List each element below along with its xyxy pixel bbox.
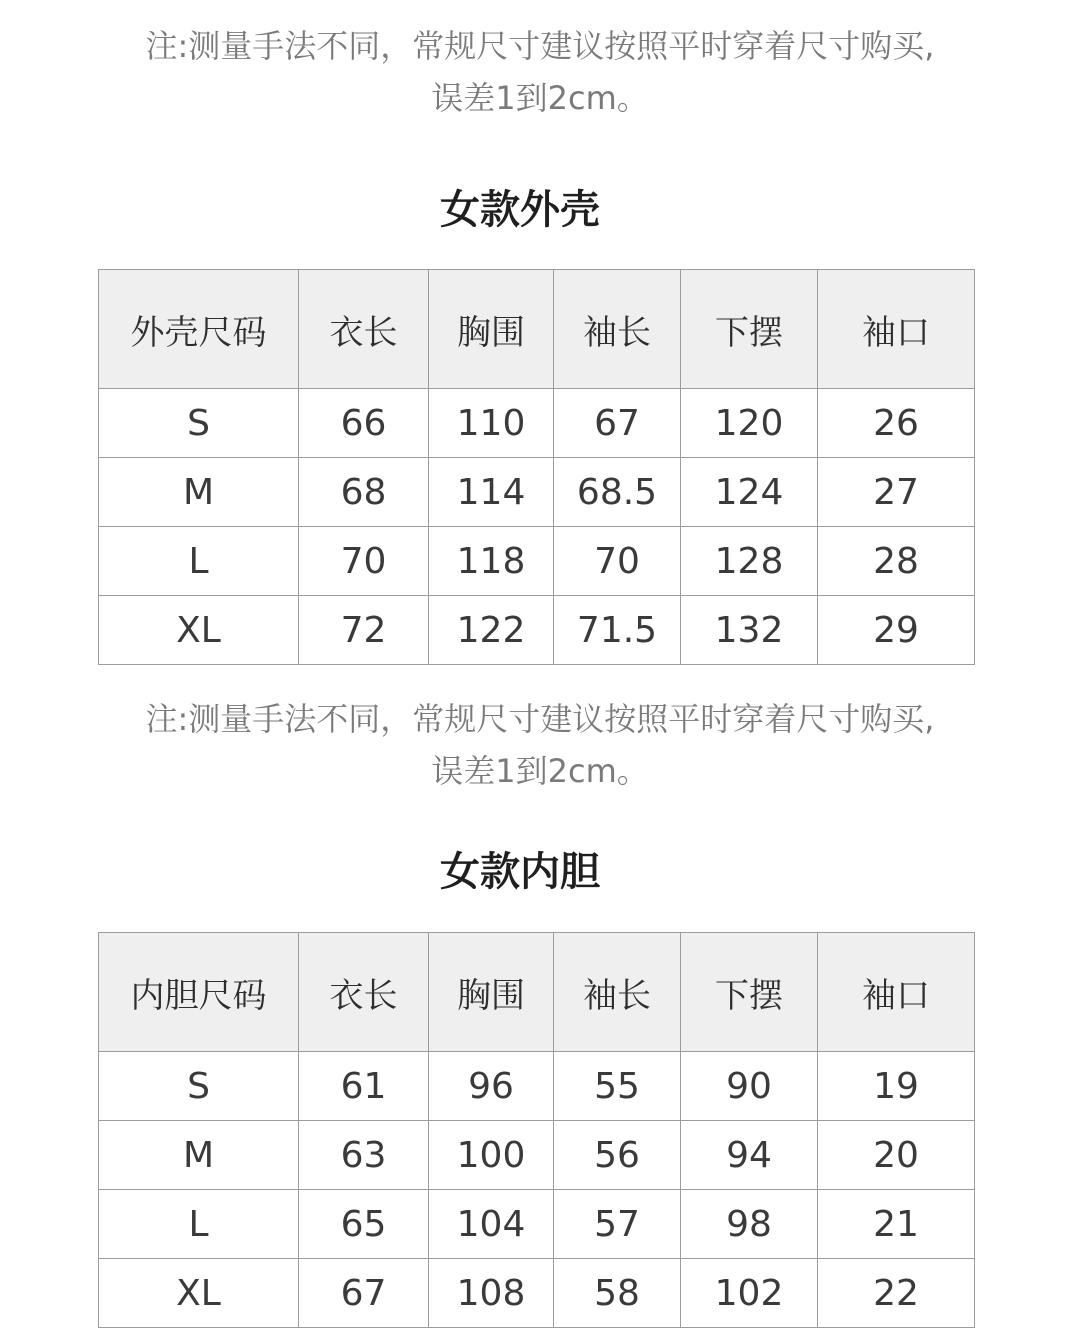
header-chest: 胸围 [429, 933, 554, 1052]
sleeve-cell: 57 [554, 1190, 681, 1259]
length-cell: 63 [299, 1121, 429, 1190]
length-cell: 66 [299, 389, 429, 458]
size-cell: XL [99, 596, 299, 665]
note-line-2: 误差1到2cm。 [431, 752, 649, 790]
liner-size-table [98, 932, 975, 1328]
table-row [99, 389, 975, 458]
cuff-cell: 19 [818, 1052, 975, 1121]
header-sleeve: 袖长 [554, 270, 681, 389]
table-row [99, 1190, 975, 1259]
header-sleeve: 袖长 [554, 933, 681, 1052]
length-cell: 70 [299, 527, 429, 596]
size-cell: S [99, 1052, 299, 1121]
hem-cell: 98 [681, 1190, 818, 1259]
measurement-note-middle [0, 693, 1080, 797]
header-length: 衣长 [299, 933, 429, 1052]
length-cell: 72 [299, 596, 429, 665]
cuff-cell: 22 [818, 1259, 975, 1328]
note-line-1: 注:测量手法不同，常规尺寸建议按照平时穿着尺寸购买, [145, 27, 935, 65]
hem-cell: 124 [681, 458, 818, 527]
header-size: 内胆尺码 [99, 933, 299, 1052]
header-size: 外壳尺码 [99, 270, 299, 389]
table-row [99, 527, 975, 596]
sleeve-cell: 67 [554, 389, 681, 458]
length-cell: 61 [299, 1052, 429, 1121]
chest-cell: 108 [429, 1259, 554, 1328]
size-cell: L [99, 527, 299, 596]
note-line-2: 误差1到2cm。 [431, 79, 649, 117]
length-cell: 67 [299, 1259, 429, 1328]
sleeve-cell: 68.5 [554, 458, 681, 527]
size-cell: M [99, 458, 299, 527]
size-cell: S [99, 389, 299, 458]
note-line-1: 注:测量手法不同，常规尺寸建议按照平时穿着尺寸购买, [145, 700, 935, 738]
sleeve-cell: 56 [554, 1121, 681, 1190]
shell-section-title: 女款外壳 [440, 187, 600, 233]
header-hem: 下摆 [681, 933, 818, 1052]
table-row [99, 596, 975, 665]
measurement-note-top [0, 20, 1080, 124]
chest-cell: 104 [429, 1190, 554, 1259]
cuff-cell: 29 [818, 596, 975, 665]
cuff-cell: 27 [818, 458, 975, 527]
length-cell: 65 [299, 1190, 429, 1259]
hem-cell: 102 [681, 1259, 818, 1328]
table-row [99, 1259, 975, 1328]
table-header-row [99, 933, 975, 1052]
table-header-row [99, 270, 975, 389]
sleeve-cell: 70 [554, 527, 681, 596]
size-cell: XL [99, 1259, 299, 1328]
chest-cell: 118 [429, 527, 554, 596]
cuff-cell: 26 [818, 389, 975, 458]
chest-cell: 114 [429, 458, 554, 527]
shell-size-table [98, 269, 975, 665]
length-cell: 68 [299, 458, 429, 527]
header-cuff: 袖口 [818, 270, 975, 389]
sleeve-cell: 71.5 [554, 596, 681, 665]
cuff-cell: 28 [818, 527, 975, 596]
size-cell: L [99, 1190, 299, 1259]
cuff-cell: 21 [818, 1190, 975, 1259]
table-row [99, 1052, 975, 1121]
header-hem: 下摆 [681, 270, 818, 389]
table-row [99, 458, 975, 527]
chest-cell: 96 [429, 1052, 554, 1121]
hem-cell: 120 [681, 389, 818, 458]
hem-cell: 94 [681, 1121, 818, 1190]
chest-cell: 100 [429, 1121, 554, 1190]
header-chest: 胸围 [429, 270, 554, 389]
header-cuff: 袖口 [818, 933, 975, 1052]
header-length: 衣长 [299, 270, 429, 389]
chest-cell: 110 [429, 389, 554, 458]
hem-cell: 128 [681, 527, 818, 596]
hem-cell: 132 [681, 596, 818, 665]
size-cell: M [99, 1121, 299, 1190]
table-row [99, 1121, 975, 1190]
sleeve-cell: 55 [554, 1052, 681, 1121]
cuff-cell: 20 [818, 1121, 975, 1190]
hem-cell: 90 [681, 1052, 818, 1121]
chest-cell: 122 [429, 596, 554, 665]
liner-section-title: 女款内胆 [440, 849, 600, 895]
sleeve-cell: 58 [554, 1259, 681, 1328]
